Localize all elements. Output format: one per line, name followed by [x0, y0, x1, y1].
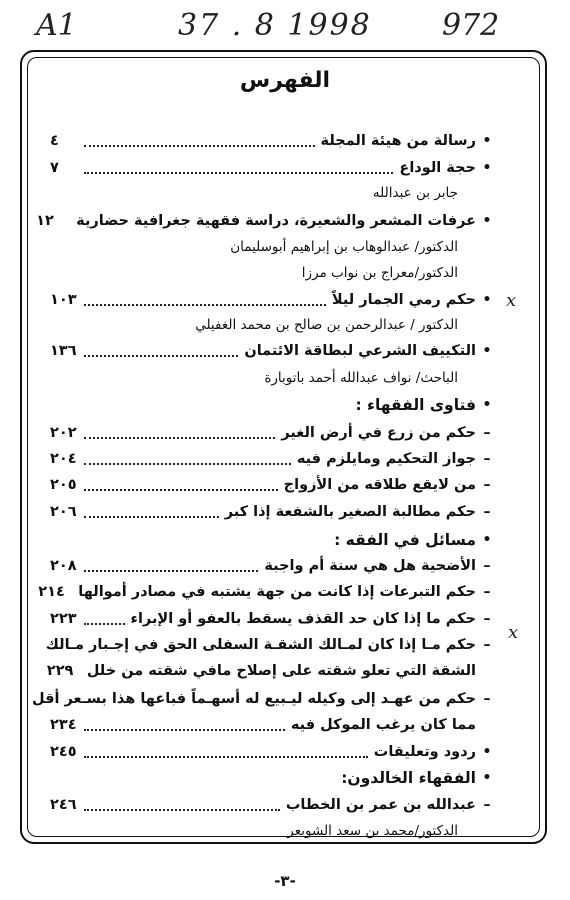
dot-leader — [84, 304, 326, 306]
toc-entry-page: ٤ — [50, 133, 59, 149]
toc-entry-page: ٢٣٤ — [50, 717, 77, 733]
bullet-icon: • — [482, 532, 492, 548]
bullet-icon: • — [482, 397, 492, 413]
dash-icon: – — [483, 637, 491, 653]
dot-leader — [84, 437, 275, 439]
toc-entry-page: ١٣٦ — [50, 343, 77, 359]
toc-entry-page: ١٠٣ — [50, 292, 77, 308]
dot-leader — [84, 355, 238, 357]
dot-leader — [84, 145, 315, 147]
handwritten-code: A1 — [36, 8, 77, 43]
toc-entry — [32, 686, 498, 712]
toc-entry-title: فتاوى الفقهاء : — [355, 396, 476, 414]
toc-entry — [50, 765, 498, 791]
toc-entry — [38, 579, 498, 605]
bullet-icon: • — [482, 744, 492, 760]
dash-icon: – — [483, 797, 491, 813]
toc-entry-author: جابر بن عبدالله — [372, 185, 458, 201]
toc-entry-title: حكم التبرعات إذا كانت من جهة يشتبه في مصادر أموالها — [78, 584, 476, 600]
toc-entry-author: الدكتور/معراج بن نواب مرزا — [301, 265, 458, 281]
toc-entry — [50, 260, 498, 286]
toc-entry-page: ٢٠٦ — [50, 504, 77, 520]
toc-entry — [50, 365, 498, 391]
bullet-icon: • — [482, 770, 492, 786]
dash-icon: – — [483, 451, 491, 467]
toc-entry — [50, 527, 498, 553]
page-title: الفهرس — [239, 68, 331, 93]
dash-icon: – — [483, 425, 491, 441]
handwritten-side-mark: x — [506, 290, 517, 311]
toc-entry — [50, 338, 498, 364]
toc-entry — [50, 392, 498, 418]
toc-entry-author: الباحث/ نواف عبدالله أحمد باتوبارة — [264, 370, 458, 386]
toc-entry-title: حكم ما إذا كان حد القذف يسقط بالعفو أو الإبراء — [130, 611, 476, 627]
toc-entry — [50, 472, 498, 498]
dash-icon: – — [483, 584, 491, 600]
toc-entry — [50, 818, 498, 844]
toc-entry-title: من لايقع طلاقه من الأزواج — [283, 477, 476, 493]
toc-entry — [50, 155, 498, 181]
toc-entry-title: الفقهاء الخالدون: — [341, 769, 476, 787]
toc-entry-page: ٧ — [50, 160, 59, 176]
dot-leader — [84, 463, 291, 465]
dash-icon: – — [483, 558, 491, 574]
toc-entry-title: عرفات المشعر والشعيرة، دراسة فقهية جغرافية حضارية — [76, 213, 476, 229]
toc-entry-title: مما كان يرغب الموكل فيه — [290, 717, 476, 733]
toc-entry-title: ردود وتعليقات — [373, 744, 476, 760]
dot-leader — [84, 756, 368, 758]
dash-icon: – — [483, 691, 491, 707]
toc-entry-title: مسائل في الفقه : — [334, 531, 476, 549]
toc-entry-title: رسالة من هيئة المجلة — [320, 133, 476, 149]
dash-icon: – — [483, 477, 491, 493]
dot-leader — [84, 809, 280, 811]
dot-leader — [84, 623, 125, 625]
dot-leader — [84, 729, 285, 731]
handwritten-number: 972 — [442, 8, 500, 43]
toc-entry-page: ٢٠٨ — [50, 558, 77, 574]
dot-leader — [84, 489, 278, 491]
toc-entry-title: جواز التحكيم ومايلزم فيه — [296, 451, 476, 467]
toc-entry — [50, 606, 498, 632]
toc-entry — [36, 208, 498, 234]
toc-entry — [50, 180, 498, 206]
toc-entry — [50, 792, 498, 818]
toc-entry — [50, 234, 498, 260]
dash-icon: – — [483, 504, 491, 520]
toc-entry-title: حجة الوداع — [399, 160, 476, 176]
toc-entry-title: حكم من عهـد إلى وكيله ليـبيع له أسهـماً فباعها هذا بسـعر أقل — [32, 691, 476, 707]
handwritten-annotations — [0, 4, 570, 52]
toc-entry — [45, 632, 498, 658]
toc-entry-page: ٢٢٩ — [46, 663, 74, 679]
dash-icon: – — [483, 611, 491, 627]
bullet-icon: • — [482, 133, 492, 149]
bullet-icon: • — [482, 213, 492, 229]
toc-entry-page: ٢٠٤ — [50, 451, 77, 467]
toc-entry-title: حكم من زرع في أرض الغير — [281, 425, 476, 441]
toc-entry-page: ٢٤٦ — [50, 797, 77, 813]
toc-entry-title: الأضحية هل هي سنة أم واجبة — [264, 558, 476, 574]
toc-entry — [50, 420, 498, 446]
toc-entry-page: ٢٠٢ — [50, 425, 77, 441]
handwritten-side-mark: x — [508, 622, 519, 643]
dot-leader — [84, 570, 258, 572]
toc-entry — [46, 658, 498, 684]
toc-entry-title: عبدالله بن عمر بن الخطاب — [285, 797, 476, 813]
toc-entry-title: الشقة التي تعلو شقته على إصلاح مافي شقته من خلل — [86, 663, 476, 679]
toc-entry — [50, 712, 498, 738]
page-number: -٣- — [274, 872, 296, 890]
handwritten-date: 37 . 8 1998 — [178, 8, 372, 43]
toc-entry-page: ٢١٤ — [38, 584, 65, 600]
toc-entry-page: ٢٢٣ — [50, 611, 77, 627]
toc-entry-page: ٢٠٥ — [50, 477, 77, 493]
toc-entry-title: حكم مـا إذا كان لمـالك الشقـة السفلى الحق في إجـبار مـالك — [45, 637, 476, 653]
toc-entry-author: الدكتور / عبدالرحمن بن صالح بن محمد الغفيلي — [195, 317, 458, 333]
toc-entry — [50, 739, 498, 765]
toc-entry — [50, 553, 498, 579]
toc-entry-title: التكييف الشرعي لبطاقة الائتمان — [244, 343, 476, 359]
toc-entry — [50, 312, 498, 338]
dot-leader — [84, 172, 393, 174]
toc-entry-title: حكم مطالبة الصغير بالشفعة إذا كبر — [224, 504, 476, 520]
dot-leader — [84, 516, 219, 518]
bullet-icon: • — [482, 343, 492, 359]
toc-entry-page: ١٢ — [36, 213, 54, 229]
toc-entry-title: حكم رمي الجمار ليلاً — [331, 292, 476, 308]
toc-entry-author: الدكتور/ عبدالوهاب بن إبراهيم أبوسليمان — [230, 239, 458, 255]
toc-entry-author: الدكتور/محمد بن سعد الشويعر — [287, 823, 458, 839]
toc-entry — [50, 128, 498, 154]
toc-entry — [50, 287, 498, 313]
toc-entry-page: ٢٤٥ — [50, 744, 77, 760]
toc-entry — [50, 499, 498, 525]
toc-entry — [50, 446, 498, 472]
bullet-icon: • — [482, 292, 492, 308]
bullet-icon: • — [482, 160, 492, 176]
